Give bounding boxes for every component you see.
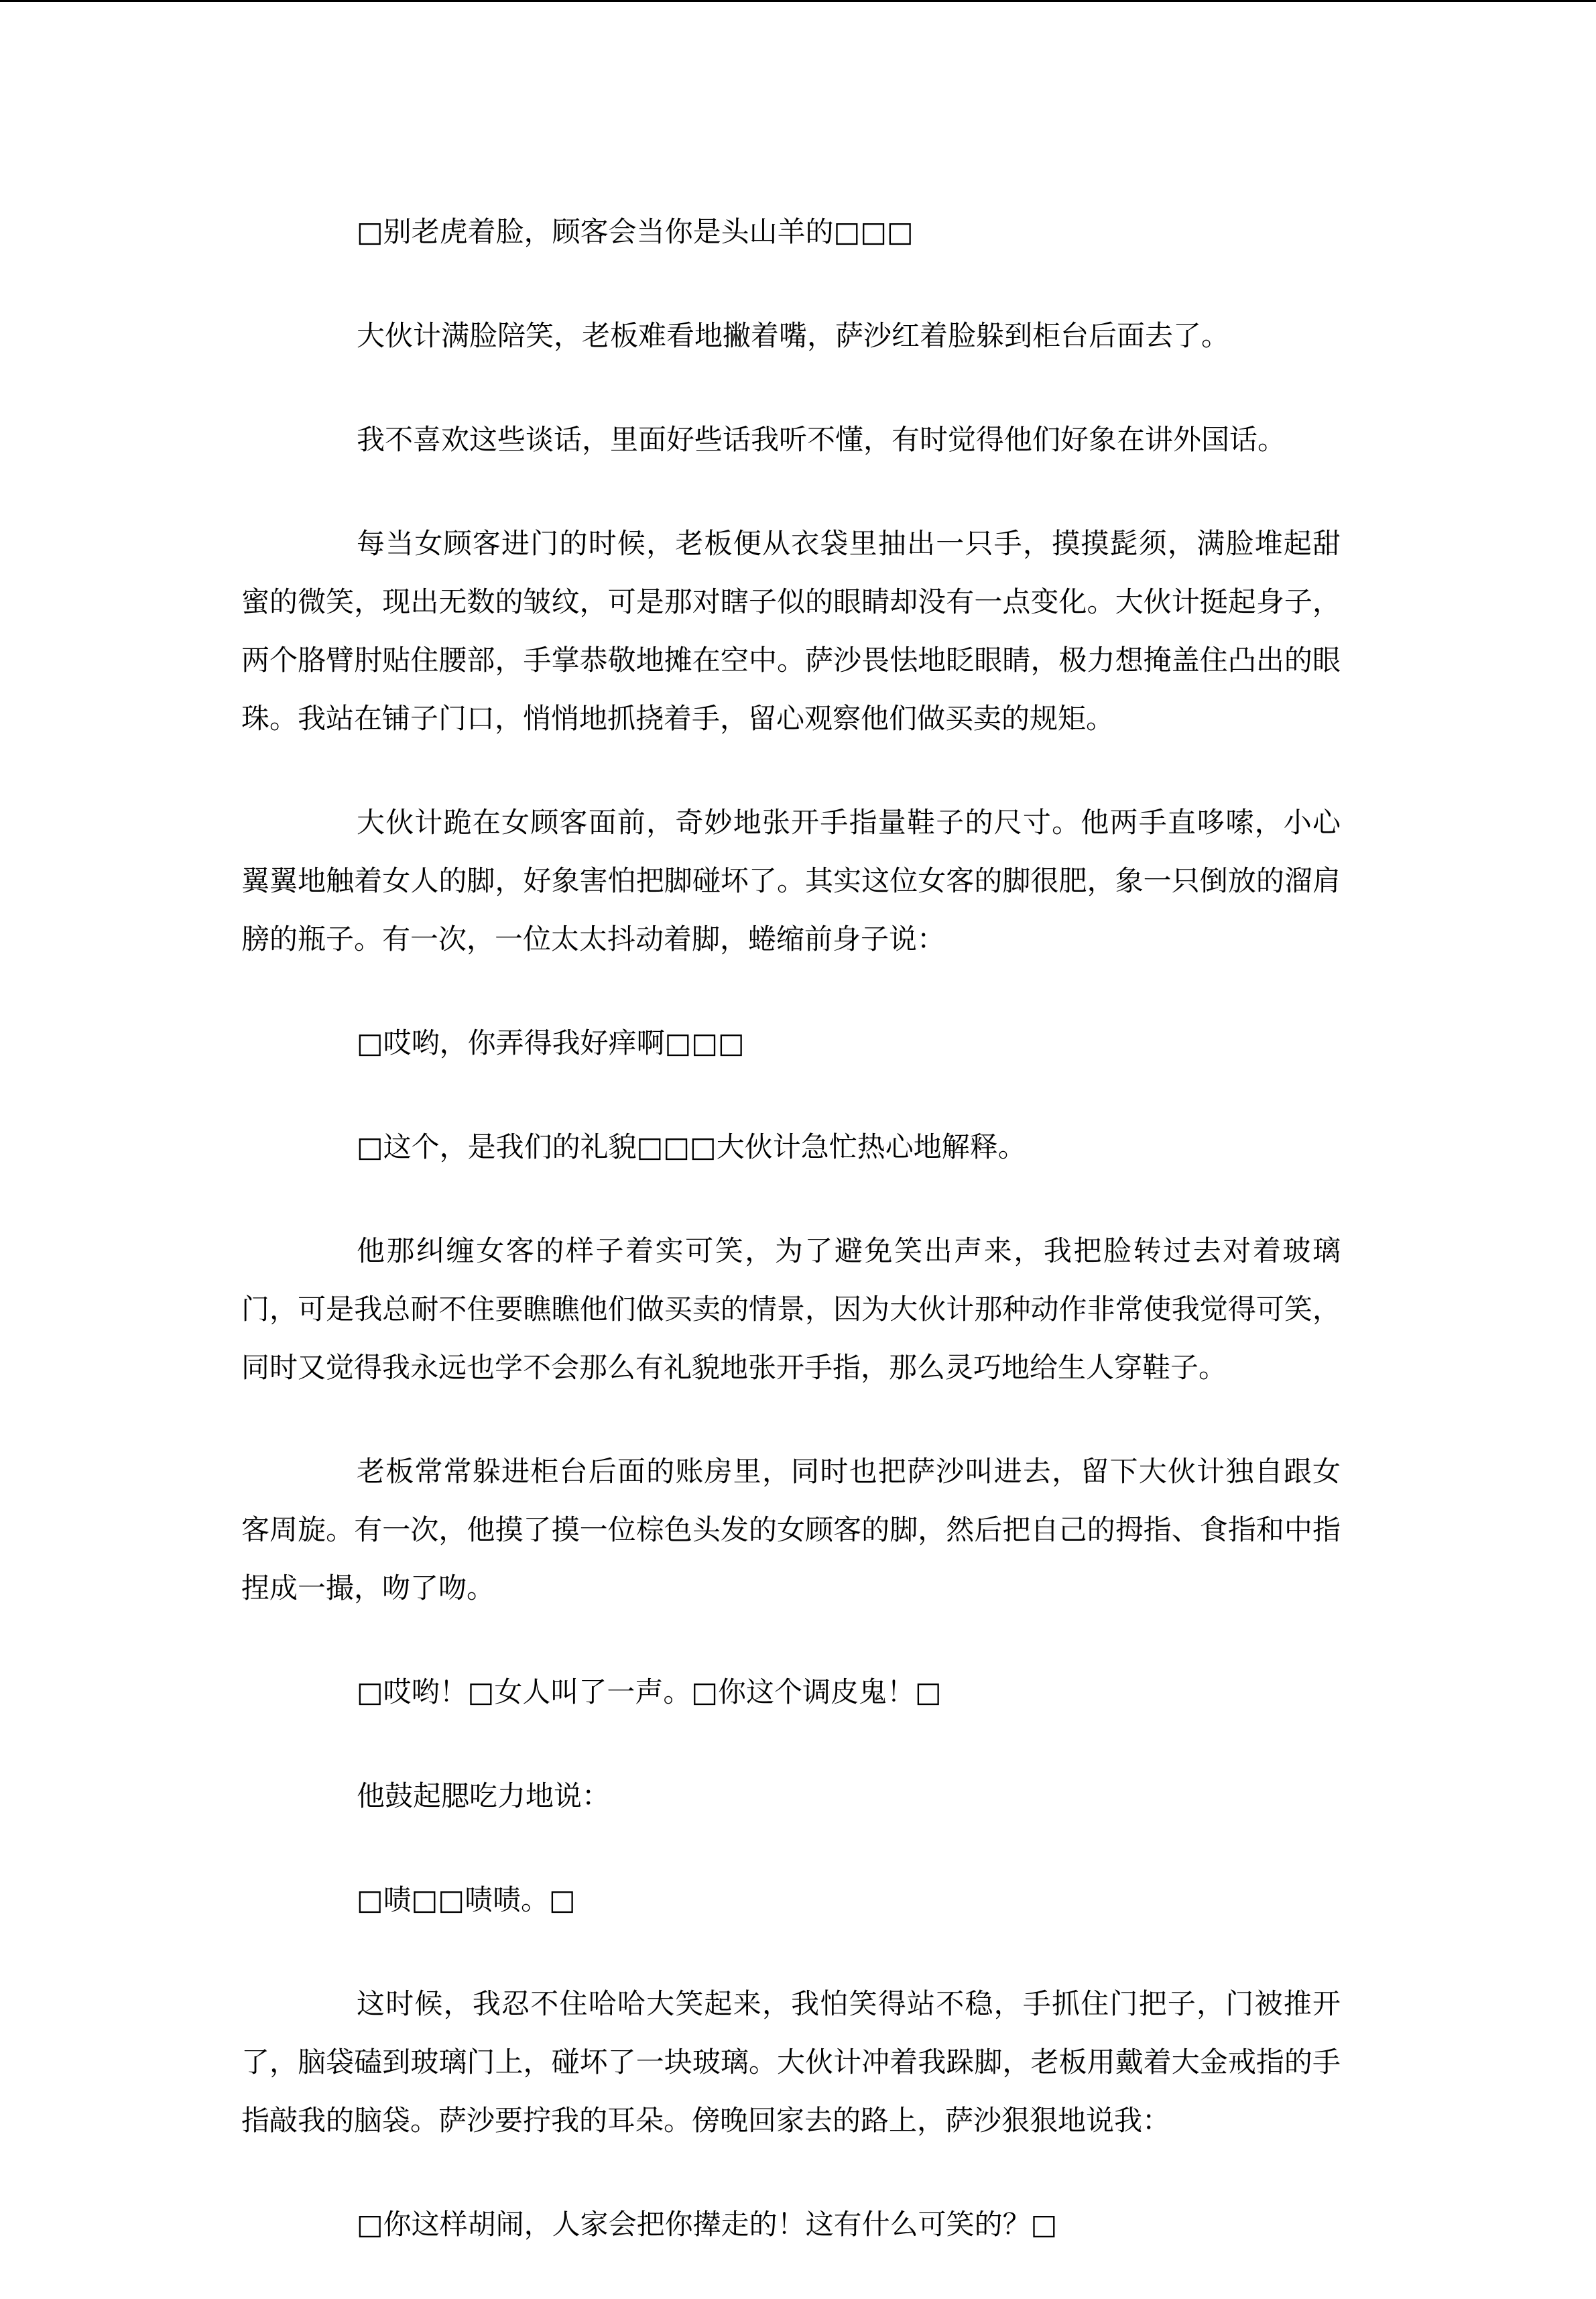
paragraph: 他鼓起腮吃力地说： <box>357 1779 611 1812</box>
paragraph: □这个，是我们的礼貌□□□大伙计急忙热心地解释。 <box>357 1130 1026 1163</box>
paragraph: 老板常常躲进柜台后面的账房里，同时也把萨沙叫进去，留下大伙计独自跟女客周旋。有一次，他摸了摸一位棕色头发的女顾客的脚，然后把自己的拇指、食指和中指捏成一撮，吻了吻。 <box>241 1455 1341 1604</box>
paragraph: 大伙计满脸陪笑，老板难看地撇着嘴，萨沙红着脸躲到柜台后面去了。 <box>357 319 1230 352</box>
paragraph: □你这样胡闹，人家会把你撵走的！这有什么可笑的？□ <box>357 2208 1058 2241</box>
paragraph: 他那纠缠女客的样子着实可笑，为了避免笑出声来，我把脸转过去对着玻璃门，可是我总耐不住要瞧瞧他们做买卖的情景，因为大伙计那种动作非常使我觉得可笑，同时又觉得我永远也学不会那么有礼貌地张开手指，那么灵巧地给生人穿鞋子。 <box>241 1234 1341 1384</box>
page-top-border <box>0 0 1596 2</box>
paragraph: 我不喜欢这些谈话，里面好些话我听不懂，有时觉得他们好象在讲外国话。 <box>357 423 1286 456</box>
paragraph: 这时候，我忍不住哈哈大笑起来，我怕笑得站不稳，手抓住门把子，门被推开了，脑袋磕到玻璃门上，碰坏了一块玻璃。大伙计冲着我跺脚，老板用戴着大金戒指的手指敲我的脑袋。萨沙要拧我的耳朵。傍晚回家去的路上，萨沙狠狠地说我： <box>241 1987 1341 2137</box>
paragraph: □啧□□啧啧。□ <box>357 1883 576 1916</box>
paragraph: □哎哟！□女人叫了一声。□你这个调皮鬼！□ <box>357 1675 942 1708</box>
paragraph: □哎哟，你弄得我好痒啊□□□ <box>357 1026 745 1059</box>
paragraph: 大伙计跪在女顾客面前，奇妙地张开手指量鞋子的尺寸。他两手直哆嗦，小心翼翼地触着女人的脚，好象害怕把脚碰坏了。其实这位女客的脚很肥，象一只倒放的溜肩膀的瓶子。有一次，一位太太抖动着脚，蜷缩前身子说： <box>241 806 1341 955</box>
document-body <box>241 202 1341 2299</box>
paragraph: 每当女顾客进门的时候，老板便从衣袋里抽出一只手，摸摸髭须，满脸堆起甜蜜的微笑，现出无数的皱纹，可是那对瞎子似的眼睛却没有一点变化。大伙计挺起身子，两个胳臂肘贴住腰部，手掌恭敬地摊在空中。萨沙畏怯地眨眼睛，极力想掩盖住凸出的眼珠。我站在铺子门口，悄悄地抓挠着手，留心观察他们做买卖的规矩。 <box>241 527 1341 735</box>
paragraph: □别老虎着脸，顾客会当你是头山羊的□□□ <box>357 215 914 248</box>
